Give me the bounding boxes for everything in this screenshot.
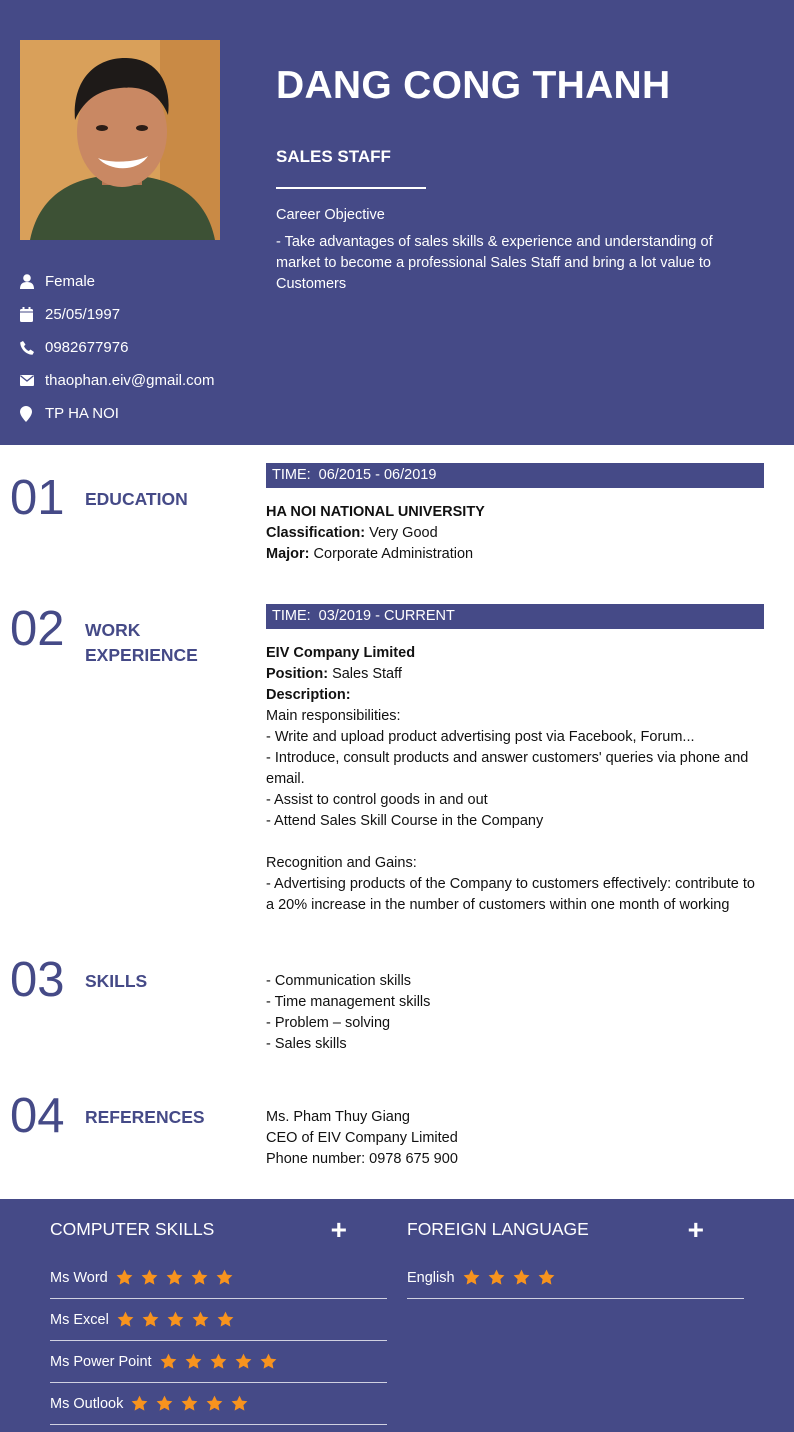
recognition-text: - Advertising products of the Company to customers effectively: contribute to a 20% increase in the number of customers within one month of working	[266, 876, 755, 913]
major-value: Corporate Administration	[313, 546, 474, 562]
skill-label: Ms Excel	[50, 1311, 109, 1328]
location-text: TP HA NOI	[45, 405, 119, 422]
user-icon	[20, 274, 45, 290]
references-content	[266, 1107, 766, 1170]
education-content	[266, 502, 766, 565]
list-item: - Assist to control goods in and out	[266, 792, 488, 808]
classification-value: Very Good	[369, 525, 438, 541]
star-rating	[131, 1395, 256, 1412]
list-item: - Write and upload product advertising post via Facebook, Forum...	[266, 729, 695, 745]
phone-row	[20, 331, 214, 364]
reference-name: Ms. Pham Thuy Giang	[266, 1109, 410, 1125]
envelope-icon	[20, 373, 45, 389]
list-item: - Problem – solving	[266, 1015, 391, 1031]
objective-text: - Take advantages of sales skills & experience and understanding of market to become a professional Sales Staff and bring a lot value to Customers	[276, 234, 713, 292]
list-item: - Introduce, consult products and answer customers' queries via phone and email.	[266, 750, 749, 787]
skill-label: Ms Word	[50, 1269, 108, 1286]
star-icon	[463, 1269, 480, 1286]
star-icon	[260, 1353, 277, 1370]
foreign-language-title: FOREIGN LANGUAGE	[407, 1219, 589, 1239]
skill-label: Ms Outlook	[50, 1395, 124, 1412]
star-icon	[156, 1395, 173, 1412]
star-icon	[131, 1395, 148, 1412]
birthday-row	[20, 298, 214, 331]
star-icon	[185, 1353, 202, 1370]
time-value: 06/2015 - 06/2019	[318, 467, 437, 483]
star-icon	[166, 1269, 183, 1286]
time-bar	[266, 463, 764, 488]
work-content	[266, 643, 766, 916]
section-number: 02	[10, 602, 65, 656]
classification-label: Classification:	[266, 525, 366, 541]
star-icon	[488, 1269, 505, 1286]
email-text: thaophan.eiv@gmail.com	[45, 372, 215, 389]
star-icon	[141, 1269, 158, 1286]
time-value: 03/2019 - CURRENT	[318, 608, 455, 624]
section-number: 03	[10, 953, 65, 1007]
skill-label: English	[407, 1269, 455, 1286]
full-name: DANG CONG THANH	[276, 64, 671, 107]
skill-label: Ms Power Point	[50, 1353, 152, 1370]
star-rating	[463, 1269, 563, 1286]
star-icon	[216, 1269, 233, 1286]
section-title	[85, 618, 198, 668]
star-icon	[210, 1353, 227, 1370]
skill-rating-row	[50, 1383, 387, 1425]
header-panel	[0, 0, 794, 445]
references-section	[0, 1075, 794, 1199]
phone-text: 0982677976	[45, 339, 129, 356]
list-item: - Communication skills	[266, 973, 412, 989]
section-title: EDUCATION	[85, 489, 188, 509]
star-icon	[142, 1311, 159, 1328]
star-rating	[116, 1269, 241, 1286]
skills-rating-panel	[0, 1199, 794, 1432]
skills-content	[266, 971, 766, 1055]
star-icon	[206, 1395, 223, 1412]
star-icon	[191, 1269, 208, 1286]
star-icon	[116, 1269, 133, 1286]
objective-title: Career Objective	[276, 207, 385, 223]
responsibilities-title: Main responsibilities:	[266, 708, 401, 724]
position-label: Position:	[266, 666, 329, 682]
list-item: - Sales skills	[266, 1036, 347, 1052]
major-label: Major:	[266, 546, 310, 562]
gender-text: Female	[45, 273, 96, 290]
company-name: EIV Company Limited	[266, 645, 416, 661]
reference-phone: Phone number: 0978 675 900	[266, 1151, 458, 1167]
skill-rating-row	[50, 1257, 387, 1299]
list-item: - Attend Sales Skill Course in the Company	[266, 813, 544, 829]
star-icon	[235, 1353, 252, 1370]
profile-photo	[20, 40, 220, 240]
foreign-language-list	[407, 1257, 744, 1299]
star-icon	[181, 1395, 198, 1412]
description-label: Description:	[266, 687, 351, 703]
time-label: TIME:	[272, 467, 311, 483]
reference-role: CEO of EIV Company Limited	[266, 1130, 458, 1146]
job-title: SALES STAFF	[276, 147, 391, 166]
star-rating	[160, 1353, 285, 1370]
section-title: SKILLS	[85, 971, 148, 991]
section-title: REFERENCES	[85, 1107, 205, 1127]
star-icon	[231, 1395, 248, 1412]
section-number: 01	[10, 471, 65, 525]
computer-skills-header	[50, 1214, 387, 1245]
foreign-language-header	[407, 1214, 744, 1245]
star-icon	[217, 1311, 234, 1328]
portrait-photo-icon	[20, 40, 220, 240]
map-pin-icon	[20, 406, 45, 422]
star-icon	[167, 1311, 184, 1328]
time-label: TIME:	[272, 608, 311, 624]
star-icon	[513, 1269, 530, 1286]
skill-rating-row	[407, 1257, 744, 1299]
star-icon	[160, 1353, 177, 1370]
education-section	[0, 445, 794, 585]
star-icon	[538, 1269, 555, 1286]
skills-section	[0, 935, 794, 1080]
calendar-icon	[20, 307, 45, 323]
star-rating	[117, 1311, 242, 1328]
location-row	[20, 397, 214, 430]
add-language-button[interactable]: +	[687, 1214, 704, 1245]
recognition-title: Recognition and Gains:	[266, 855, 417, 871]
computer-skills-list	[50, 1257, 387, 1425]
skill-rating-row	[50, 1341, 387, 1383]
list-item: - Time management skills	[266, 994, 431, 1010]
personal-info-list	[20, 265, 214, 430]
gender-row	[20, 265, 214, 298]
star-icon	[192, 1311, 209, 1328]
work-experience-section	[0, 585, 794, 935]
computer-skills-title: COMPUTER SKILLS	[50, 1219, 215, 1239]
position-value: Sales Staff	[332, 666, 402, 682]
section-number: 04	[10, 1089, 65, 1143]
section-title-line: WORK	[85, 620, 141, 640]
section-title-line: EXPERIENCE	[85, 645, 198, 665]
birthday-text: 25/05/1997	[45, 306, 121, 323]
add-computer-skill-button[interactable]: +	[330, 1214, 347, 1245]
email-row	[20, 364, 214, 397]
school-name: HA NOI NATIONAL UNIVERSITY	[266, 504, 485, 520]
skill-rating-row	[50, 1299, 387, 1341]
time-bar	[266, 604, 764, 629]
title-divider	[276, 187, 426, 189]
star-icon	[117, 1311, 134, 1328]
phone-icon	[20, 340, 45, 356]
